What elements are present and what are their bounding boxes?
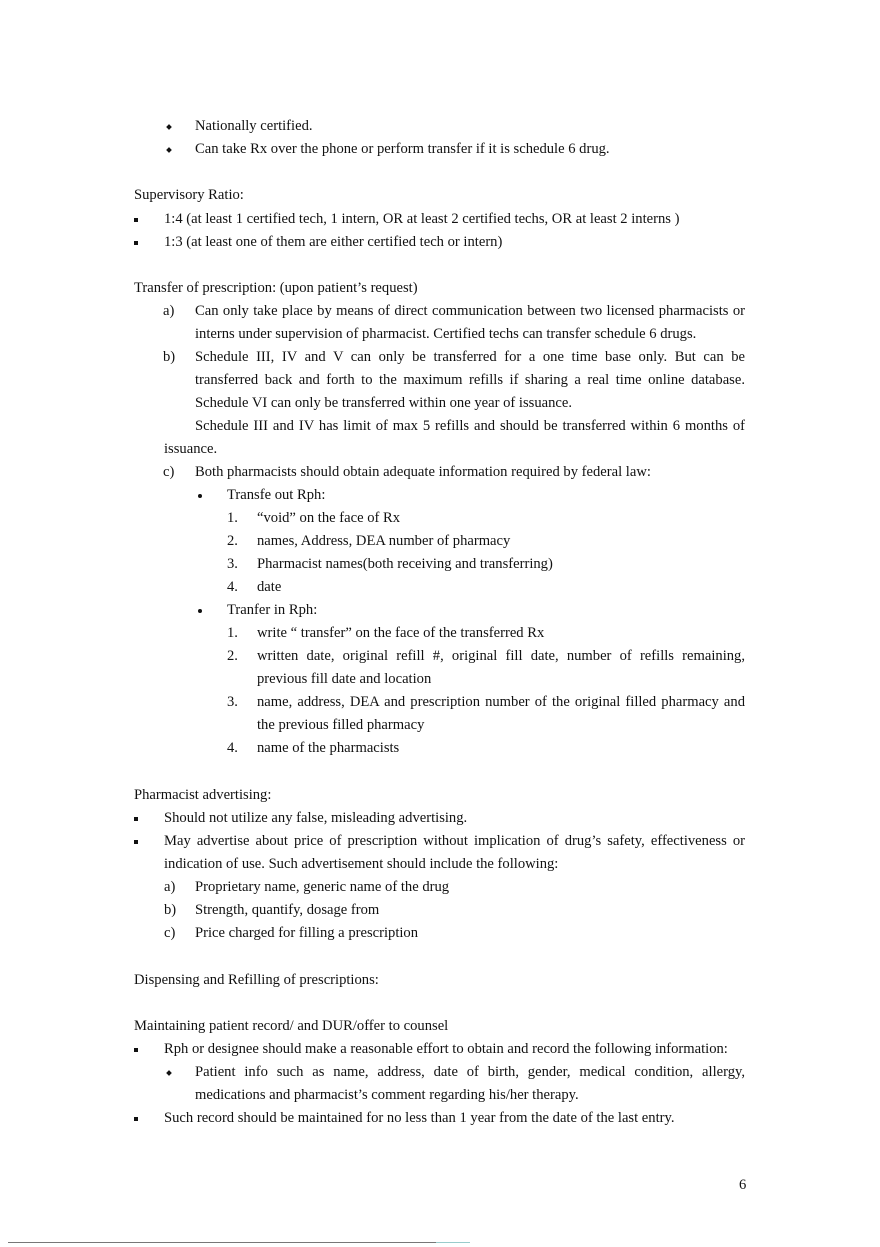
list-item: name of the pharmacists — [257, 740, 400, 756]
section-heading: Dispensing and Refilling of prescriptions: — [134, 972, 379, 988]
list-item: date — [257, 579, 282, 595]
square-bullet-icon — [134, 241, 138, 245]
list-marker: c) — [163, 464, 175, 480]
list-item: Rph or designee should make a reasonable effort to obtain and record the following information: — [164, 1041, 728, 1057]
list-item: Such record should be maintained for no less than 1 year from the date of the last entry. — [164, 1110, 675, 1126]
list-marker: a) — [164, 879, 176, 895]
diamond-bullet-icon — [166, 147, 172, 153]
list-item: names, Address, DEA number of pharmacy — [257, 533, 511, 549]
square-bullet-icon — [134, 817, 138, 821]
list-item: Can take Rx over the phone or perform transfer if it is schedule 6 drug. — [195, 141, 610, 157]
list-item: previous fill date and location — [257, 671, 432, 687]
list-marker: b) — [163, 349, 176, 365]
list-item-line: Can only take place by means of direct communication between two licensed pharmacists or — [195, 303, 745, 319]
list-item: Patient info such as name, address, date of birth, gender, medical condition, allergy, — [195, 1064, 745, 1080]
list-number: 1. — [227, 625, 238, 641]
list-number: 2. — [227, 533, 238, 549]
list-item-line: transferred back and forth to the maximum refills if sharing a real time online database. — [195, 372, 745, 388]
list-item: Strength, quantify, dosage from — [195, 902, 380, 918]
section-heading: Pharmacist advertising: — [134, 787, 272, 803]
diamond-bullet-icon — [166, 124, 172, 130]
list-item: medications and pharmacist’s comment regarding his/her therapy. — [195, 1087, 579, 1103]
square-bullet-icon — [134, 1117, 138, 1121]
list-item-line: Both pharmacists should obtain adequate information required by federal law: — [195, 464, 651, 480]
list-item: Pharmacist names(both receiving and transferring) — [257, 556, 553, 572]
list-number: 4. — [227, 740, 238, 756]
dot-bullet-icon — [198, 609, 202, 613]
diamond-bullet-icon — [166, 1070, 172, 1076]
list-item: Nationally certified. — [195, 118, 313, 134]
list-item-line: Schedule III, IV and V can only be transferred for a one time base only. But can be — [195, 349, 745, 365]
list-marker: b) — [164, 902, 177, 918]
list-number: 3. — [227, 694, 238, 710]
list-item-line: Schedule III and IV has limit of max 5 refills and should be transferred within 6 months of — [195, 418, 745, 434]
list-item: write “ transfer” on the face of the transferred Rx — [257, 625, 545, 641]
list-item: the previous filled pharmacy — [257, 717, 425, 733]
list-item-line: issuance. — [164, 441, 218, 457]
sub-heading: Tranfer in Rph: — [227, 602, 318, 618]
section-heading: Transfer of prescription: (upon patient’s request) — [134, 280, 418, 296]
list-number: 2. — [227, 648, 238, 664]
list-marker: a) — [163, 303, 175, 319]
list-item: 1:4 (at least 1 certified tech, 1 intern, OR at least 2 certified techs, OR at least 2 interns ) — [164, 211, 680, 227]
list-item: Should not utilize any false, misleading advertising. — [164, 810, 468, 826]
dot-bullet-icon — [198, 494, 202, 498]
list-number: 3. — [227, 556, 238, 572]
sub-heading: Transfe out Rph: — [227, 487, 326, 503]
list-item-line: interns under supervision of pharmacist. Certified techs can transfer schedule 6 drugs. — [195, 326, 697, 342]
list-item: indication of use. Such advertisement should include the following: — [164, 856, 559, 872]
list-item: name, address, DEA and prescription number of the original filled pharmacy and — [257, 694, 745, 710]
square-bullet-icon — [134, 840, 138, 844]
list-item: Price charged for filling a prescription — [195, 925, 419, 941]
section-heading: Supervisory Ratio: — [134, 187, 244, 203]
page-number: 6 — [739, 1177, 747, 1193]
footer-divider — [8, 1242, 436, 1243]
list-marker: c) — [164, 925, 176, 941]
list-item-line: Schedule VI can only be transferred within one year of issuance. — [195, 395, 573, 411]
list-number: 1. — [227, 510, 238, 526]
list-item: written date, original refill #, original fill date, number of refills remaining, — [257, 648, 745, 664]
footer-divider-accent — [436, 1242, 470, 1243]
section-heading: Maintaining patient record/ and DUR/offer to counsel — [134, 1018, 449, 1034]
list-item: May advertise about price of prescription without implication of drug’s safety, effectiveness or — [164, 833, 745, 849]
list-item: “void” on the face of Rx — [257, 510, 401, 526]
square-bullet-icon — [134, 1048, 138, 1052]
square-bullet-icon — [134, 218, 138, 222]
list-item: 1:3 (at least one of them are either certified tech or intern) — [164, 234, 503, 250]
list-item: Proprietary name, generic name of the drug — [195, 879, 450, 895]
list-number: 4. — [227, 579, 238, 595]
